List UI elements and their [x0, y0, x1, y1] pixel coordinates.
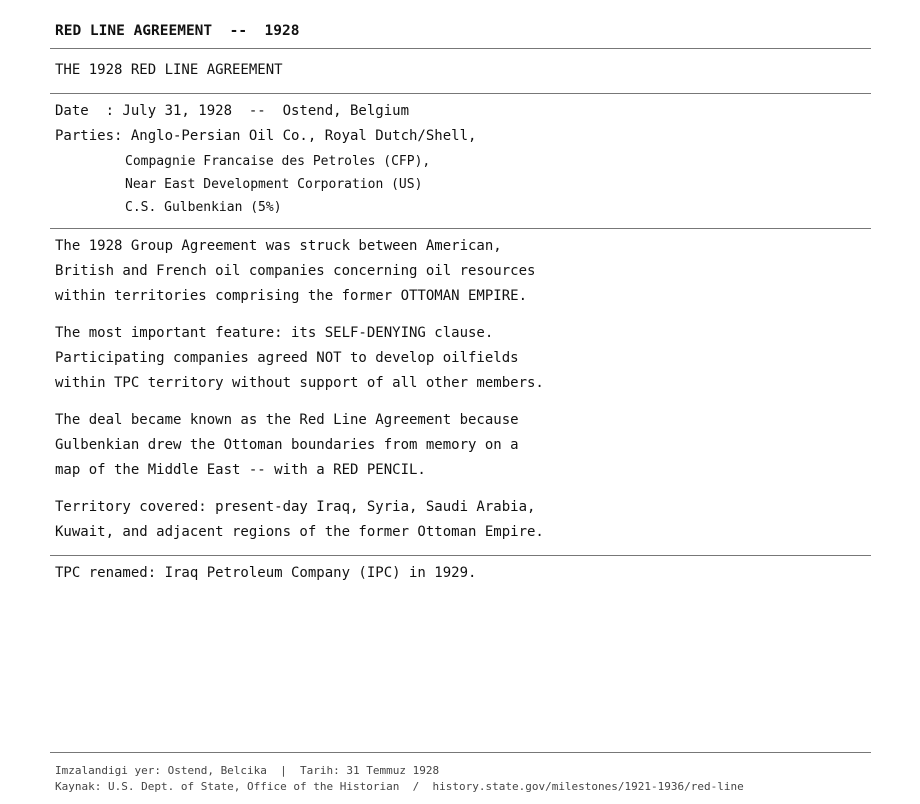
paragraph-3-line-2: Gulbenkian drew the Ottoman boundaries from memory on a — [55, 437, 519, 453]
parties-line: Parties: Anglo-Persian Oil Co., Royal Dutch/Shell, — [55, 128, 477, 144]
footer-source: Kaynak: U.S. Dept. of State, Office of the Historian / history.state.gov/milestones/1921-1936/red-line — [55, 780, 744, 793]
paragraph-3-line-3: map of the Middle East -- with a RED PENCIL. — [55, 462, 426, 478]
paragraph-2-line-2: Participating companies agreed NOT to develop oilfields — [55, 350, 519, 366]
party-gulbenkian: C.S. Gulbenkian (5%) — [125, 200, 282, 215]
document-subtitle: THE 1928 RED LINE AGREEMENT — [55, 62, 283, 78]
divider-footer — [50, 752, 871, 753]
paragraph-1-line-1: The 1928 Group Agreement was struck between American, — [55, 238, 502, 254]
paragraph-1-line-2: British and French oil companies concerning oil resources — [55, 263, 536, 279]
footer-place-date: Imzalandigi yer: Ostend, Belcika | Tarih: 31 Temmuz 1928 — [55, 764, 440, 777]
paragraph-2-line-3: within TPC territory without support of all other members. — [55, 375, 544, 391]
renamed-note: TPC renamed: Iraq Petroleum Company (IPC) in 1929. — [55, 565, 477, 581]
date-line: Date : July 31, 1928 -- Ostend, Belgium — [55, 103, 410, 119]
document-title: RED LINE AGREEMENT -- 1928 — [55, 23, 300, 39]
divider-title — [50, 48, 871, 49]
document-page — [50, 0, 871, 804]
divider-details — [50, 228, 871, 229]
divider-body — [50, 555, 871, 556]
paragraph-4-line-1: Territory covered: present-day Iraq, Syria, Saudi Arabia, — [55, 499, 536, 515]
paragraph-4-line-2: Kuwait, and adjacent regions of the former Ottoman Empire. — [55, 524, 544, 540]
paragraph-2-line-1: The most important feature: its SELF-DENYING clause. — [55, 325, 494, 341]
paragraph-1-line-3: within territories comprising the former OTTOMAN EMPIRE. — [55, 288, 528, 304]
divider-subtitle — [50, 93, 871, 94]
party-nedc: Near East Development Corporation (US) — [125, 177, 423, 192]
party-cfp: Compagnie Francaise des Petroles (CFP), — [125, 154, 431, 169]
paragraph-3-line-1: The deal became known as the Red Line Agreement because — [55, 412, 519, 428]
